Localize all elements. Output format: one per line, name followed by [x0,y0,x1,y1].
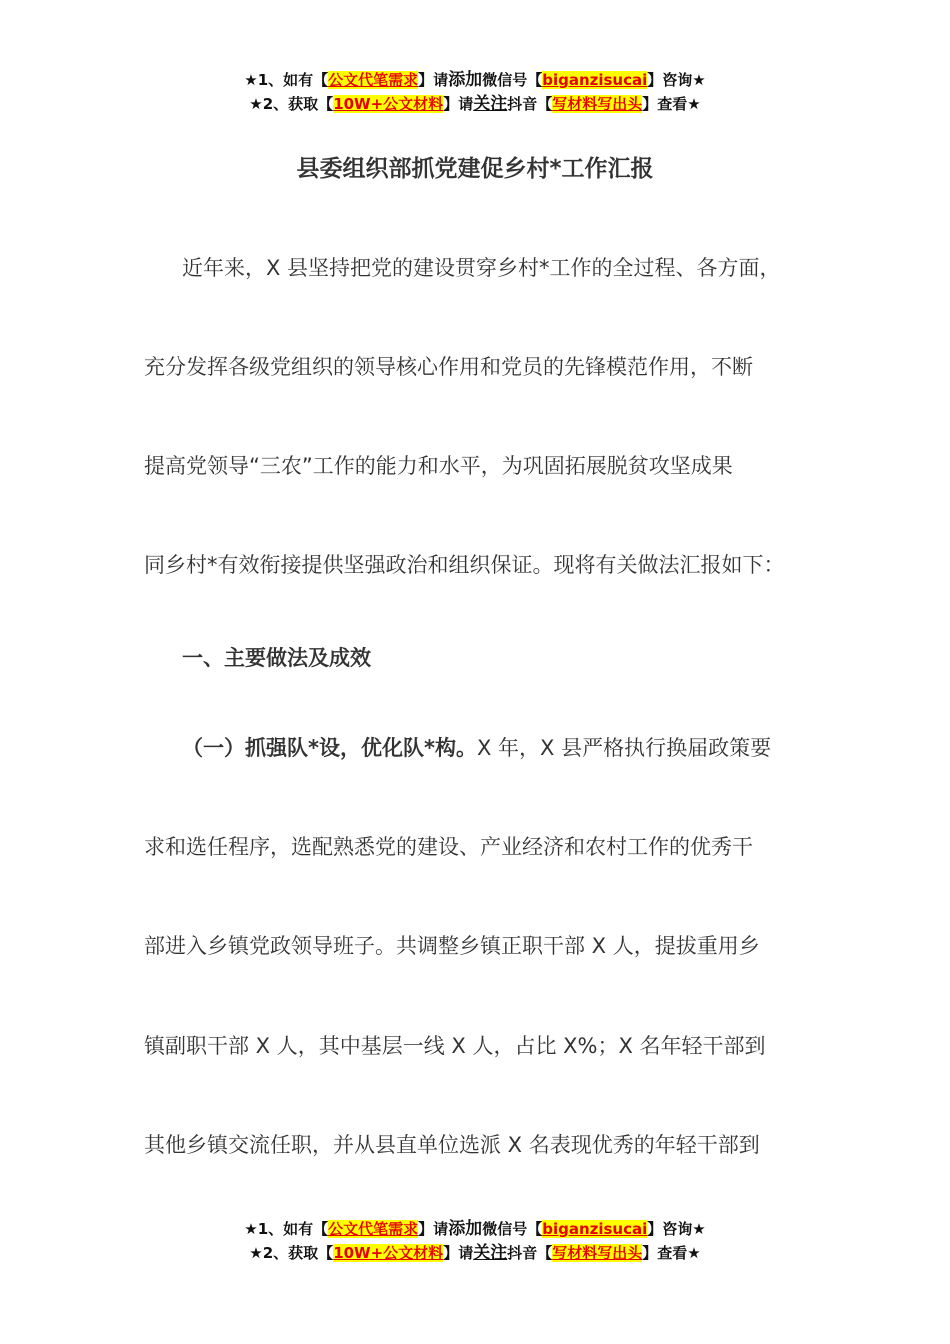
promo-douyin-id: 写材料写出头 [552,1244,643,1262]
promo-wechat-id: biganzisucai [542,71,648,89]
promo-text: 】请 [418,1220,449,1238]
promo-douyin-id: 写材料写出头 [552,95,643,113]
body-line: 近年来，X 县坚持把党的建设贯穿乡村*工作的全过程、各方面， [182,256,781,280]
promo-text: ★1、如有【 [244,1220,329,1238]
subsection-line [182,732,882,762]
promo-emphasis: 添加 [448,70,483,90]
body-line: 其他乡镇交流任职，并从县直单位选派 X 名表现优秀的年轻干部到 [144,1133,760,1157]
promo-line-1 [0,1217,950,1241]
promo-highlight: 10W+公文材料 [333,1244,444,1262]
promo-text: ★2、获取【 [249,95,334,113]
promo-highlight: 10W+公文材料 [333,95,444,113]
promo-text: 】查看★ [642,1244,701,1262]
body-line: 同乡村*有效衔接提供坚强政治和组织保证。现将有关做法汇报如下： [144,553,785,577]
promo-text: ★2、获取【 [249,1244,334,1262]
body-line: 充分发挥各级党组织的领导核心作用和党员的先锋模范作用，不断 [144,355,753,379]
top-promo-banner [0,68,950,116]
document-title: 县委组织部抓党建促乡村*工作汇报 [296,156,654,182]
promo-text: 抖音【 [507,95,553,113]
promo-text: 微信号【 [482,1220,543,1238]
promo-line-1 [0,68,950,92]
subsection-heading: （一）抓强队*设，优化队*构。 [182,736,477,760]
body-line: 镇副职干部 X 人，其中基层一线 X 人，占比 X%；X 名年轻干部到 [144,1034,766,1058]
promo-emphasis: 关注 [473,1243,508,1263]
promo-text: 】请 [443,95,474,113]
promo-text: 】查看★ [642,95,701,113]
promo-text: 微信号【 [482,71,543,89]
promo-text: 】请 [443,1244,474,1262]
promo-text: 抖音【 [507,1244,553,1262]
body-line: 提高党领导“三农”工作的能力和水平，为巩固拓展脱贫攻坚成果 [144,454,733,478]
promo-line-2 [0,1241,950,1265]
promo-highlight: 公文代笔需求 [328,71,419,89]
promo-emphasis: 关注 [473,94,508,114]
section-heading: 一、主要做法及成效 [182,646,371,670]
subsection-text: X 年，X 县严格执行换届政策要 [476,736,772,760]
promo-text: 】请 [418,71,449,89]
promo-wechat-id: biganzisucai [542,1220,648,1238]
promo-line-2 [0,92,950,116]
body-line: 求和选任程序，选配熟悉党的建设、产业经济和农村工作的优秀干 [144,835,753,859]
promo-emphasis: 添加 [448,1219,483,1239]
promo-highlight: 公文代笔需求 [328,1220,419,1238]
promo-text: 】咨询★ [647,1220,706,1238]
bottom-promo-banner [0,1217,950,1265]
promo-text: ★1、如有【 [244,71,329,89]
body-line: 部进入乡镇党政领导班子。共调整乡镇正职干部 X 人，提拔重用乡 [144,934,760,958]
promo-text: 】咨询★ [647,71,706,89]
